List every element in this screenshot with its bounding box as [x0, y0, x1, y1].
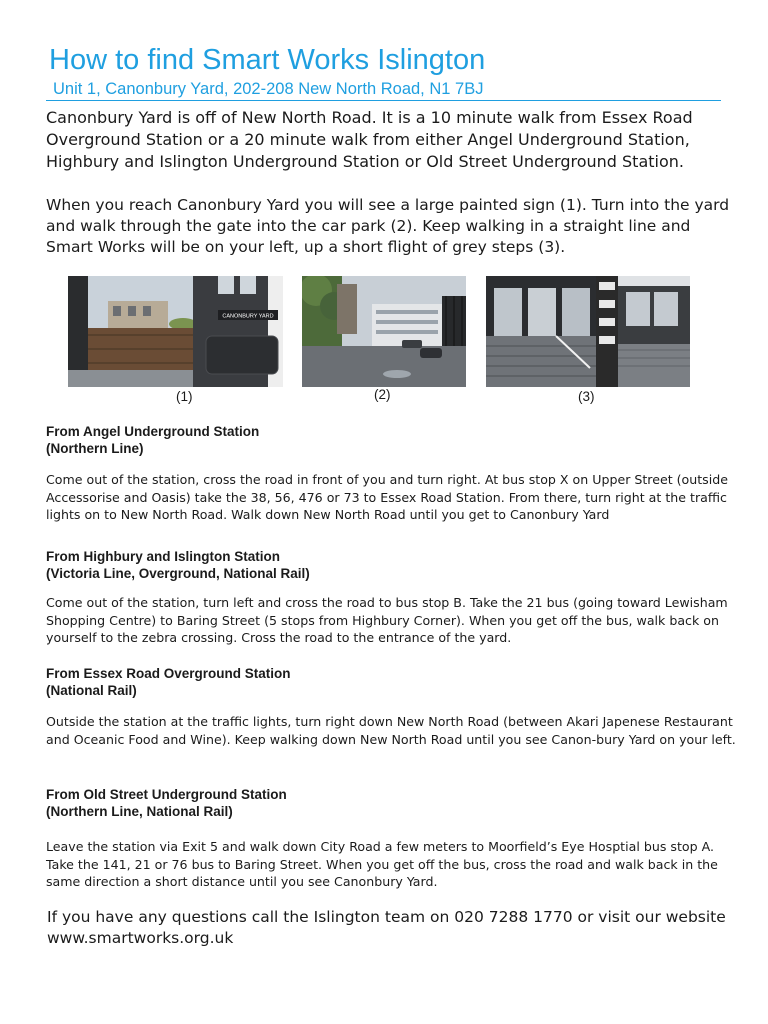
section-heading: From Highbury and Islington Station [46, 549, 280, 564]
section-subheading: (Northern Line, National Rail) [46, 804, 233, 819]
photo-caption-2: (2) [374, 387, 391, 402]
photo-caption-3: (3) [578, 389, 595, 404]
address-subtitle: Unit 1, Canonbury Yard, 202-208 New North Road, N1 7BJ [53, 80, 484, 98]
photo-painted-sign [68, 276, 283, 387]
sign-text: CANONBURY YARD [222, 313, 274, 320]
section-old-street-body: Leave the station via Exit 5 and walk down City Road a few meters to Moorfield’s Eye Hosptial bus stop A. Take the 141, 21 or 76 bus to Baring Street. When you get off the bus, cross the road and walk back in the same direction a short distance until you see Canonbury Yard. [46, 839, 718, 889]
contact-footer: If you have any questions call the Islington team on 020 7288 1770 or visit our website www.smartworks.org.uk [47, 908, 726, 947]
section-subheading: (National Rail) [46, 683, 137, 698]
intro-paragraph: Canonbury Yard is off of New North Road. It is a 10 minute walk from Essex Road Overground Station or a 20 minute walk from either Angel Underground Station, Highbury and Islington Underground Station or Old Street Underground Station. [46, 108, 693, 171]
section-angel-heading [46, 423, 259, 457]
photo-grey-steps [486, 276, 690, 387]
title-divider [46, 100, 721, 101]
section-subheading: (Victoria Line, Overground, National Rail) [46, 566, 310, 581]
section-subheading: (Northern Line) [46, 441, 144, 456]
photo-car-park [302, 276, 466, 387]
section-highbury-heading [46, 548, 310, 582]
page-title: How to find Smart Works Islington [49, 44, 486, 76]
directions-paragraph: When you reach Canonbury Yard you will see a large painted sign (1). Turn into the yard and walk through the gate into the car park (2). Keep walking in a straight line and Smart Works will be on your left, up a short flight of grey steps (3). [46, 196, 730, 256]
section-heading: From Essex Road Overground Station [46, 666, 291, 681]
section-heading: From Old Street Underground Station [46, 787, 287, 802]
section-heading: From Angel Underground Station [46, 424, 260, 439]
section-old-street-heading [46, 786, 287, 820]
section-highbury-body: Come out of the station, turn left and cross the road to bus stop B. Take the 21 bus (going toward Lewisham Shopping Centre) to Baring Street (5 stops from Highbury Corner). When you get off the bus, walk back on yourself to the zebra crossing. Cross the road to the entrance of the yard. [46, 595, 728, 645]
section-essex-road-body: Outside the station at the traffic lights, turn right down New North Road (between Akari Japenese Restaurant and Oceanic Food and Wine). Keep walking down New North Road until you see Canon-bury Yard on your left. [46, 714, 736, 747]
section-angel-body: Come out of the station, cross the road in front of you and turn right. At bus stop X on Upper Street (outside Accessorise and Oasis) take the 38, 56, 476 or 73 to Essex Road Station. From there, turn right at the traffic lights on to New North Road. Walk down New North Road until you get to Canonbury Yard [46, 472, 728, 522]
photo-caption-1: (1) [176, 389, 193, 404]
section-essex-road-heading [46, 665, 291, 699]
